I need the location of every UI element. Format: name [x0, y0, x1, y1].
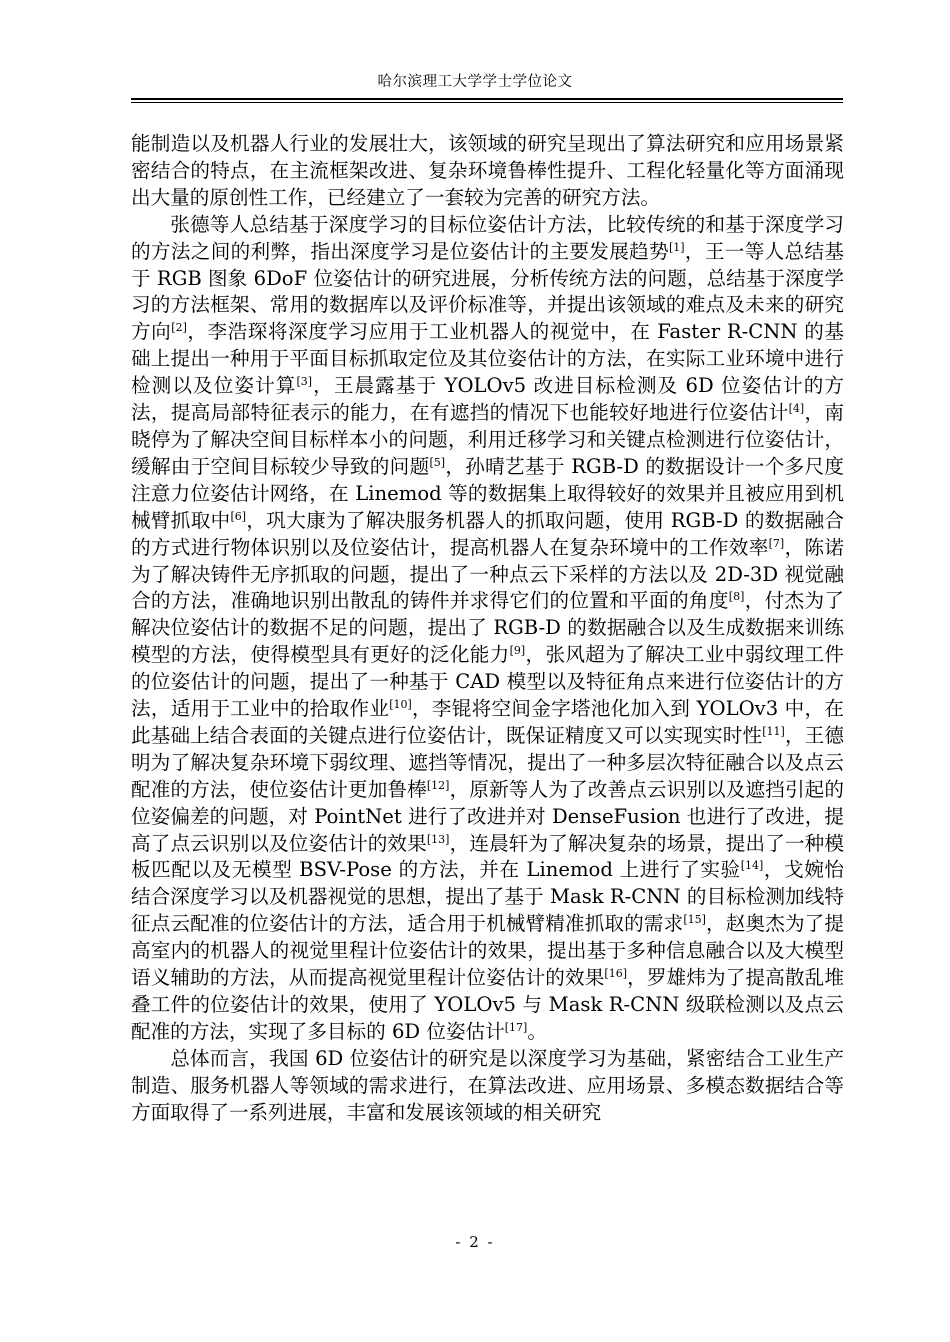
- paragraph: [131, 212, 844, 1046]
- text-run: ，付杰为了解决位姿估计的数据不足的问题，提出了 RGB-D 的数据融合以及生成数据来训练模型的方法，使得模型具有更好的泛化能力: [131, 589, 845, 667]
- text-run: ，李浩琛将深度学习应用于工业机器人的视觉中，在 Faster R-CNN 的基础上提出一种用于平面目标抓取定位及其位姿估计的方法，在实际工业环境中进行检测以及位姿计算: [131, 320, 845, 398]
- text-run: ，原新等人为了改善点云识别以及遮挡引起的位姿偏差的问题，对 PointNet 进行了改进并对 DenseFusion 也进行了改进，提高了点云识别以及位姿估计的效果: [131, 777, 845, 855]
- text-run: 张德等人总结基于深度学习的目标位姿估计方法，比较传统的和基于深度学习的方法之间的利弊，指出深度学习是位姿估计的主要发展趋势: [131, 212, 844, 263]
- citation-marker: [11]: [762, 724, 785, 738]
- text-run: ，巩大康为了解决服务机器人的抓取问题，使用 RGB-D 的数据融合的方式进行物体识别以及位姿估计，提高机器人在复杂环境中的工作效率: [131, 508, 845, 559]
- citation-marker: [14]: [740, 859, 764, 873]
- citation-marker: [6]: [230, 509, 247, 523]
- citation-marker: [15]: [683, 913, 706, 927]
- text-run: ，罗雄炜为了提高散乱堆叠工件的位姿估计的效果，使用了 YOLOv5 与 Mask R-CNN 级联检测以及点云配准的方法，实现了多目标的 6D 位姿估计: [131, 966, 845, 1043]
- text-run: ，南晓停为了解决空间目标样本小的问题，利用迁移学习和关键点检测进行位姿估计，缓解由于空间目标较少导致的问题: [131, 401, 845, 478]
- text-run: ，王晨露基于 YOLOv5 改进目标检测及 6D 位姿估计的方法，提高局部特征表示的能力，在有遮挡的情况下也能较好地进行位姿估计: [131, 374, 845, 425]
- text-run: ，戈婉怡结合深度学习以及机器视觉的思想，提出了基于 Mask R-CNN 的目标检测加线特征点云配准的位姿估计的方法，适合用于机械臂精准抓取的需求: [131, 858, 844, 936]
- body-text: [131, 131, 844, 1127]
- citation-marker: [12]: [426, 778, 450, 792]
- text-run: ，陈诺为了解决铸件无序抓取的问题，提出了一种点云下采样的方法以及 2D-3D 视觉融合的方法，准确地识别出散乱的铸件并求得它们的位置和平面的角度: [131, 535, 845, 613]
- text-run: ，连晨轩为了解决复杂的场景，提出了一种模板匹配以及无模型 BSV-Pose 的方法，并在 Linemod 上进行了实验: [131, 831, 845, 882]
- citation-marker: [10]: [389, 698, 412, 712]
- text-run: 能制造以及机器人行业的发展壮大，该领域的研究呈现出了算法研究和应用场景紧密结合的特点，在主流框架改进、复杂环境鲁棒性提升、工程化轻量化等方面涌现出大量的原创性工作，已经建立了一套较为完善的研究方法。: [131, 132, 844, 209]
- citation-marker: [17]: [504, 1020, 528, 1034]
- citation-marker: [13]: [426, 832, 450, 846]
- citation-marker: [4]: [788, 402, 805, 416]
- page-number: - 2 -: [455, 1233, 495, 1251]
- text-run: ，王德明为了解决复杂环境下弱纹理、遮挡等情况，提出了一种多层次特征融合以及点云配准的方法，使位姿估计更加鲁棒: [131, 723, 845, 801]
- citation-marker: [16]: [604, 967, 628, 981]
- citation-marker: [7]: [768, 536, 785, 550]
- citation-marker: [9]: [509, 644, 526, 658]
- paragraph: [131, 1046, 844, 1127]
- text-run: 。: [527, 1019, 547, 1043]
- text-run: ，王一等人总结基于 RGB 图象 6DoF 位姿估计的研究进展，分析传统方法的问题，总结基于深度学习的方法框架、常用的数据库以及评价标准等，并提出该领域的难点及未来的研究方向: [131, 239, 845, 344]
- text-run: ，赵奥杰为了提高室内的机器人的视觉里程计位姿估计的效果，提出基于多种信息融合以及大模型语义辅助的方法，从而提高视觉里程计位姿估计的效果: [131, 912, 845, 990]
- citation-marker: [2]: [171, 321, 187, 335]
- citation-marker: [1]: [669, 240, 685, 254]
- header-rule-thin: [131, 102, 843, 103]
- text-run: ，孙晴艺基于 RGB-D 的数据设计一个多尺度注意力位姿估计网络，在 Linemod 等的数据集上取得较好的效果并且被应用到机械臂抓取中: [131, 454, 844, 532]
- citation-marker: [8]: [728, 590, 745, 604]
- citation-marker: [3]: [296, 375, 313, 389]
- paragraph: [131, 131, 844, 212]
- text-run: ，张风超为了解决工业中弱纹理工件的位姿估计的问题，提出了一种基于 CAD 模型以及特征角点来进行位姿估计的方法，适用于工业中的拾取作业: [131, 643, 845, 721]
- text-run: ，李锟将空间金字塔池化加入到 YOLOv3 中，在此基础上结合表面的关键点进行位姿估计，既保证精度又可以实现实时性: [131, 697, 844, 747]
- text-run: 总体而言，我国 6D 位姿估计的研究是以深度学习为基础，紧密结合工业生产制造、服务机器人等领域的需求进行，在算法改进、应用场景、多模态数据结合等方面取得了一系列进展，丰富和发展该领域的相关研究: [131, 1046, 844, 1124]
- running-header-title: 哈尔滨理工大学学士学位论文: [377, 74, 573, 90]
- citation-marker: [5]: [429, 455, 446, 469]
- header-rule-thick: [131, 98, 843, 100]
